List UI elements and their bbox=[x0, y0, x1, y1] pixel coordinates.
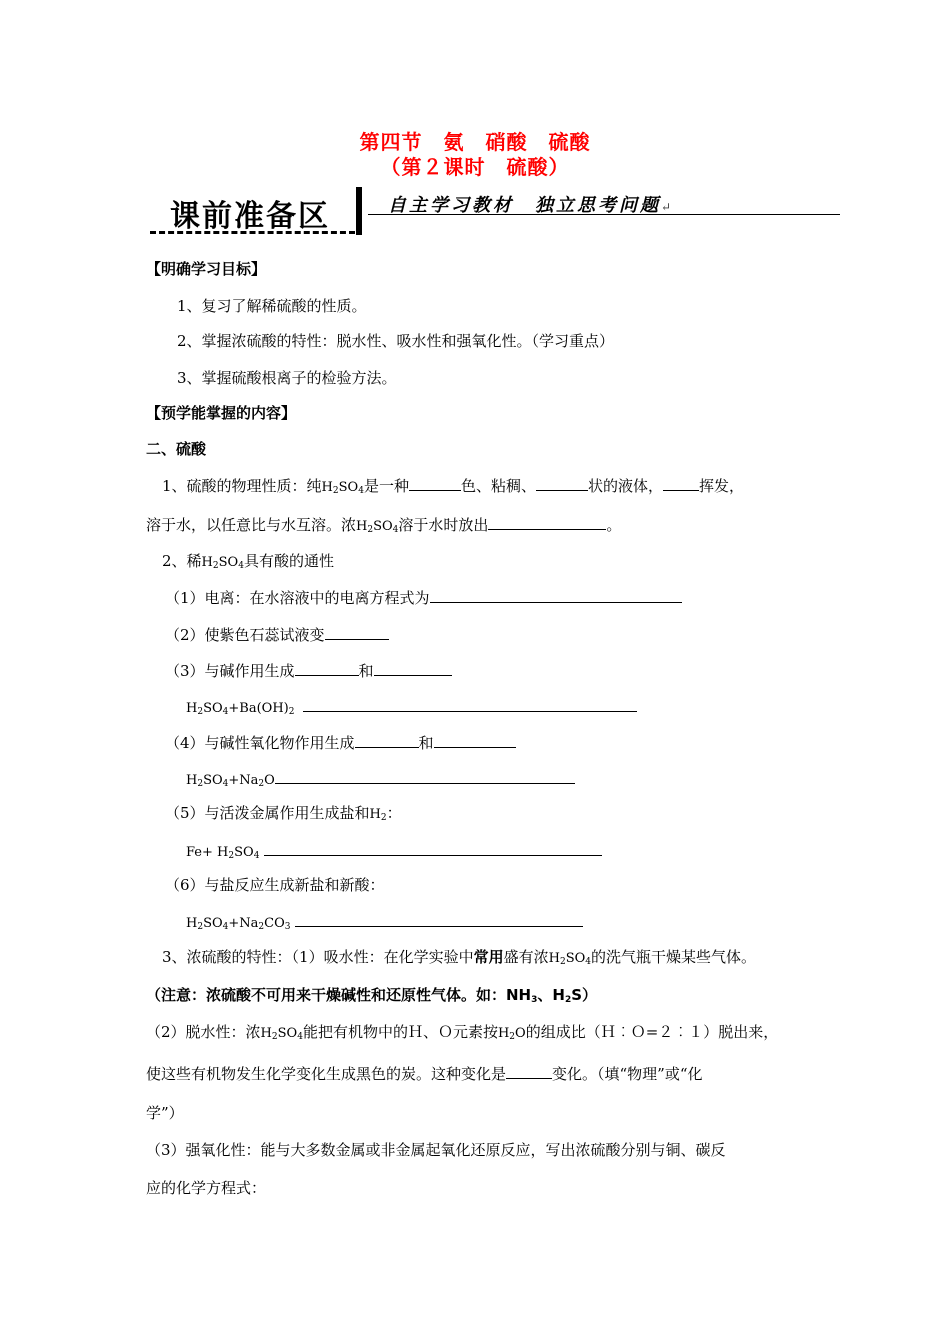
goal-item: 1、复习了解稀硫酸的性质。 bbox=[177, 297, 367, 315]
base-line: （3）与碱作用生成 和 bbox=[165, 660, 452, 681]
answer-blank[interactable] bbox=[409, 475, 461, 491]
answer-blank[interactable] bbox=[295, 660, 359, 676]
goal-item: 3、掌握硫酸根离子的检验方法。 bbox=[177, 369, 397, 387]
answer-blank[interactable] bbox=[430, 587, 682, 603]
conc-acid-intro: 3、浓硫酸的特性：（1）吸水性：在化学实验中常用盛有浓$H_2SO_4$的洗气瓶干燥某些气体。 bbox=[162, 948, 757, 967]
answer-blank[interactable] bbox=[355, 732, 419, 748]
preview-heading: 【预学能掌握的内容】 bbox=[146, 404, 297, 422]
litmus-line: （2）使紫色石蕊试液变 bbox=[165, 624, 389, 645]
metal-equation: $Fe+ H_2SO_4$ bbox=[186, 840, 602, 863]
banner-rule bbox=[368, 214, 840, 215]
answer-blank[interactable] bbox=[264, 840, 602, 856]
answer-blank[interactable] bbox=[374, 660, 452, 676]
goal-item: 2、掌握浓硫酸的特性：脱水性、吸水性和强氧化性。（学习重点） bbox=[177, 332, 615, 350]
answer-blank[interactable] bbox=[325, 624, 389, 640]
answer-blank[interactable] bbox=[663, 475, 699, 491]
dehydration-line1: （2）脱水性：浓$H_2SO_4$能把有机物中的Ｈ、Ｏ元素按$H_2O$的组成比（Ｈ︰Ｏ=２︰１）脱出来， bbox=[146, 1023, 779, 1042]
oxidation-line2: 应的化学方程式： bbox=[146, 1179, 267, 1197]
answer-blank[interactable] bbox=[488, 514, 606, 530]
answer-blank[interactable] bbox=[275, 768, 575, 784]
paragraph-mark-icon: ↵ bbox=[661, 200, 675, 214]
answer-blank[interactable] bbox=[303, 696, 637, 712]
lesson-title: 第四节 氨 硝酸 硫酸 bbox=[359, 130, 591, 154]
oxidation-line1: （3）强氧化性：能与大多数金属或非金属起氧化还原反应，写出浓硫酸分别与铜、碳反 bbox=[146, 1141, 726, 1159]
answer-blank[interactable] bbox=[434, 732, 516, 748]
ionization-line: （1）电离：在水溶液中的电离方程式为 bbox=[165, 587, 682, 608]
base-equation: $H_2SO_4+Ba(OH)_2$ bbox=[186, 696, 637, 719]
dehydration-line2: 使这些有机物发生化学变化生成黑色的炭。这种变化是 变化。（填“物理”或“化 bbox=[146, 1065, 703, 1083]
physical-properties-line1: 1、硫酸的物理性质：纯$H_2SO_4$是一种 色、粘稠、 状的液体， 挥发， bbox=[162, 477, 744, 496]
physical-properties-line2: 溶于水，以任意比与水互溶。浓$H_2SO_4$溶于水时放出 。 bbox=[146, 516, 622, 535]
dehydration-line3: 学”） bbox=[146, 1104, 184, 1122]
conc-acid-note: （注意：浓硫酸不可用来干燥碱性和还原性气体。如：$NH_3$、$H_2S$） bbox=[146, 986, 598, 1005]
answer-blank[interactable] bbox=[506, 1063, 552, 1079]
salt-equation: $H_2SO_4+Na_2CO_3$ bbox=[186, 911, 583, 934]
oxide-equation: $H_2SO_4+Na_2O$ bbox=[186, 768, 575, 791]
salt-line: （6）与盐反应生成新盐和新酸： bbox=[165, 876, 385, 894]
banner-title: 课前准备区 bbox=[170, 199, 330, 234]
metal-line: （5）与活泼金属作用生成盐和$H_2$： bbox=[165, 804, 402, 823]
banner-dashed-rule bbox=[150, 231, 355, 234]
answer-blank[interactable] bbox=[295, 911, 583, 927]
section-banner bbox=[150, 185, 845, 245]
answer-blank[interactable] bbox=[536, 475, 588, 491]
dilute-acid-intro: 2、稀$H_2SO_4$具有酸的通性 bbox=[162, 552, 334, 571]
oxide-line: （4）与碱性氧化物作用生成 和 bbox=[165, 732, 516, 753]
lesson-subtitle: （第２课时 硫酸） bbox=[380, 155, 570, 179]
goals-heading: 【明确学习目标】 bbox=[146, 260, 267, 278]
banner-divider bbox=[356, 187, 362, 235]
section-heading: 二、硫酸 bbox=[146, 440, 207, 458]
banner-subtitle: 自主学习教材 独立思考问题↵ bbox=[388, 195, 675, 216]
